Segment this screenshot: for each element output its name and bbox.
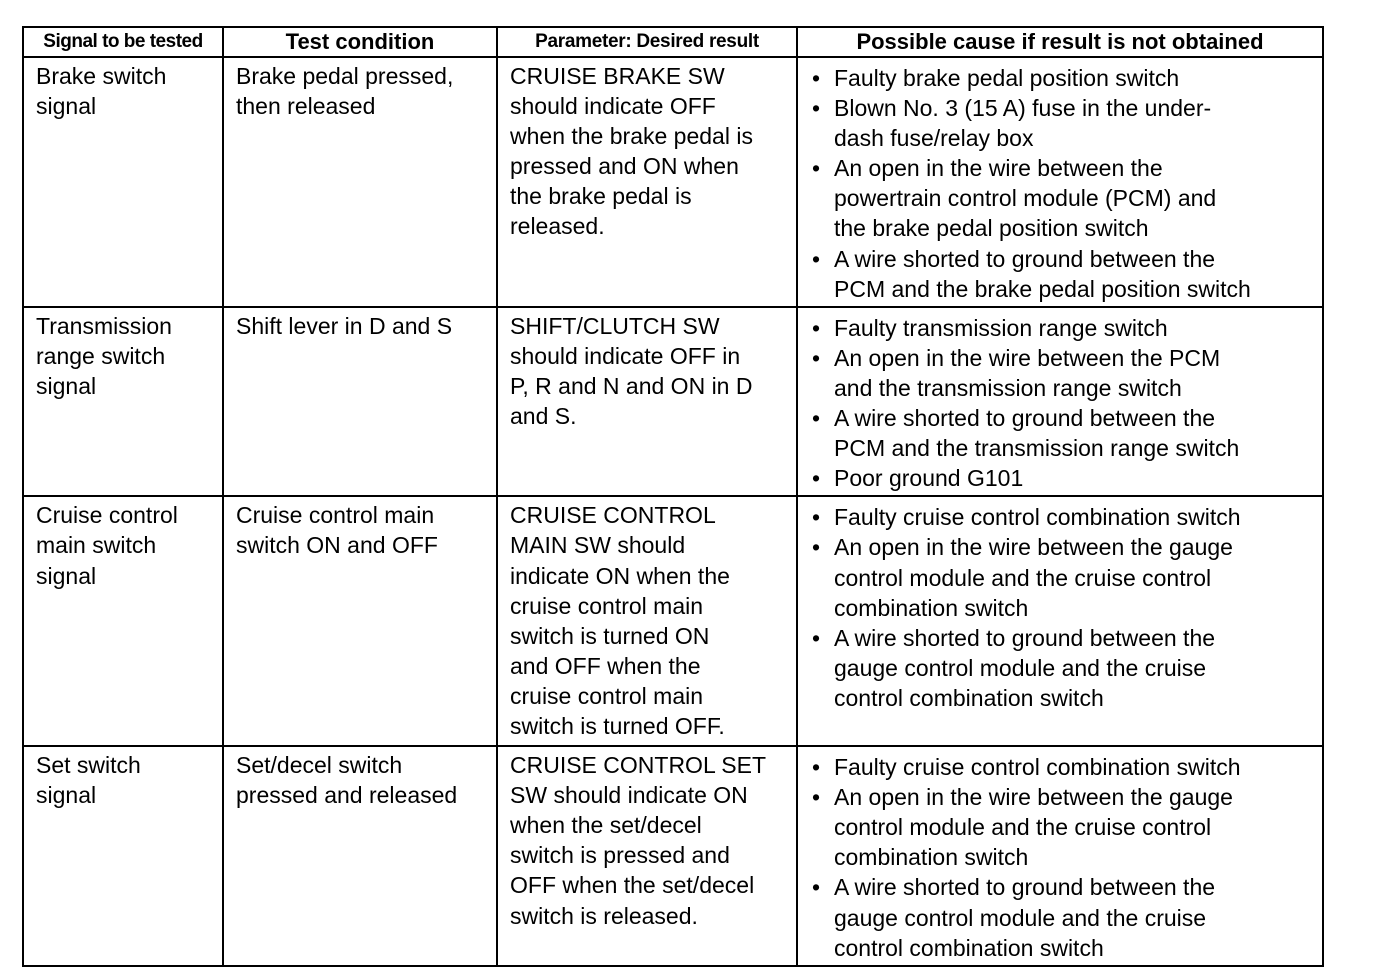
cause-item xyxy=(810,153,1318,243)
diagnostic-table xyxy=(22,26,1324,967)
cause-text: An open in the wire between the gauge control module and the cruise control combination switch xyxy=(834,784,1233,871)
cause-list xyxy=(798,497,1322,715)
bullet-icon: • xyxy=(812,405,821,432)
cause-item xyxy=(810,343,1318,403)
cause-cell xyxy=(797,307,1323,497)
bullet-icon: • xyxy=(812,465,821,492)
condition-cell xyxy=(223,57,497,307)
cause-item xyxy=(810,623,1318,713)
cause-text: Faulty brake pedal position switch xyxy=(834,65,1180,91)
cause-text: A wire shorted to ground between the PCM and the transmission range switch xyxy=(834,405,1240,462)
parameter-text: CRUISE CONTROL SET SW should indicate ON when the set/decel switch is pressed and OFF when the set/decel switch is released. xyxy=(510,752,767,929)
cause-item xyxy=(810,782,1318,872)
parameter-cell xyxy=(497,496,797,746)
cause-item xyxy=(810,63,1318,93)
parameter-cell xyxy=(497,307,797,497)
signal-text: Transmission range switch signal xyxy=(36,312,172,399)
cause-list xyxy=(798,58,1322,306)
cause-text: A wire shorted to ground between the gauge control module and the cruise control combination switch xyxy=(834,624,1216,711)
parameter-cell xyxy=(497,746,797,966)
signal-cell xyxy=(23,496,223,746)
condition-text: Brake pedal pressed, then released xyxy=(236,63,454,120)
table-row xyxy=(23,746,1323,966)
table-row xyxy=(23,307,1323,497)
bullet-icon: • xyxy=(812,784,821,811)
cause-list xyxy=(798,308,1322,496)
cause-item xyxy=(810,752,1318,782)
cause-item xyxy=(810,502,1318,532)
header-row xyxy=(23,27,1323,57)
cause-text: Faulty transmission range switch xyxy=(834,314,1168,341)
signal-cell xyxy=(23,746,223,966)
signal-text: Brake switch signal xyxy=(36,63,167,120)
table-row xyxy=(23,496,1323,746)
signal-cell xyxy=(23,57,223,307)
table-header xyxy=(23,27,1323,57)
bullet-icon: • xyxy=(812,95,821,122)
cause-text: Faulty cruise control combination switch xyxy=(834,504,1241,531)
bullet-icon: • xyxy=(812,314,821,341)
cause-text: Blown No. 3 (15 A) fuse in the under- dash fuse/relay box xyxy=(834,95,1212,152)
parameter-text: CRUISE BRAKE SW should indicate OFF when the brake pedal is pressed and ON when the brake pedal is released. xyxy=(510,63,753,240)
cause-item xyxy=(810,313,1318,343)
condition-cell xyxy=(223,746,497,966)
cause-cell xyxy=(797,746,1323,966)
bullet-icon: • xyxy=(812,344,821,371)
cause-text: Faulty cruise control combination switch xyxy=(834,754,1241,781)
condition-text: Set/decel switch pressed and released xyxy=(236,752,458,809)
condition-text: Shift lever in D and S xyxy=(236,312,453,339)
table-row xyxy=(23,57,1323,307)
parameter-cell xyxy=(497,57,797,307)
cause-item xyxy=(810,532,1318,622)
cause-cell xyxy=(797,496,1323,746)
header-cause: Possible cause if result is not obtained xyxy=(797,27,1323,57)
cause-text: An open in the wire between the powertrain control module (PCM) and the brake pedal position switch xyxy=(834,155,1217,242)
bullet-icon: • xyxy=(812,504,821,531)
cause-text: An open in the wire between the gauge control module and the cruise control combination switch xyxy=(834,534,1233,621)
cause-list xyxy=(798,747,1322,965)
cause-text: A wire shorted to ground between the PCM and the brake pedal position switch xyxy=(834,245,1251,302)
condition-text: Cruise control main switch ON and OFF xyxy=(236,502,438,559)
cause-item xyxy=(810,244,1318,304)
cause-item xyxy=(810,403,1318,463)
cause-text: Poor ground G101 xyxy=(834,465,1024,492)
bullet-icon: • xyxy=(812,245,821,272)
cause-cell xyxy=(797,57,1323,307)
bullet-icon: • xyxy=(812,155,821,182)
header-signal: Signal to be tested xyxy=(23,27,223,57)
bullet-icon: • xyxy=(812,624,821,651)
cause-item xyxy=(810,463,1318,493)
bullet-icon: • xyxy=(812,754,821,781)
cause-text: An open in the wire between the PCM and the transmission range switch xyxy=(834,344,1221,401)
parameter-text: SHIFT/CLUTCH SW should indicate OFF in P, R and N and ON in D and S. xyxy=(510,312,753,430)
cause-item xyxy=(810,872,1318,962)
table-body xyxy=(23,57,1323,966)
signal-text: Set switch signal xyxy=(36,752,141,809)
cause-item xyxy=(810,93,1318,153)
bullet-icon: • xyxy=(812,65,821,91)
bullet-icon: • xyxy=(812,534,821,561)
cause-text: A wire shorted to ground between the gauge control module and the cruise control combination switch xyxy=(834,874,1216,961)
parameter-text: CRUISE CONTROL MAIN SW should indicate ON when the cruise control main switch is turned ON and OFF when the cruise control main switch is turned OFF. xyxy=(510,502,730,739)
header-parameter: Parameter: Desired result xyxy=(497,27,797,57)
condition-cell xyxy=(223,496,497,746)
signal-cell xyxy=(23,307,223,497)
signal-text: Cruise control main switch signal xyxy=(36,502,178,589)
header-condition: Test condition xyxy=(223,27,497,57)
condition-cell xyxy=(223,307,497,497)
bullet-icon: • xyxy=(812,874,821,901)
